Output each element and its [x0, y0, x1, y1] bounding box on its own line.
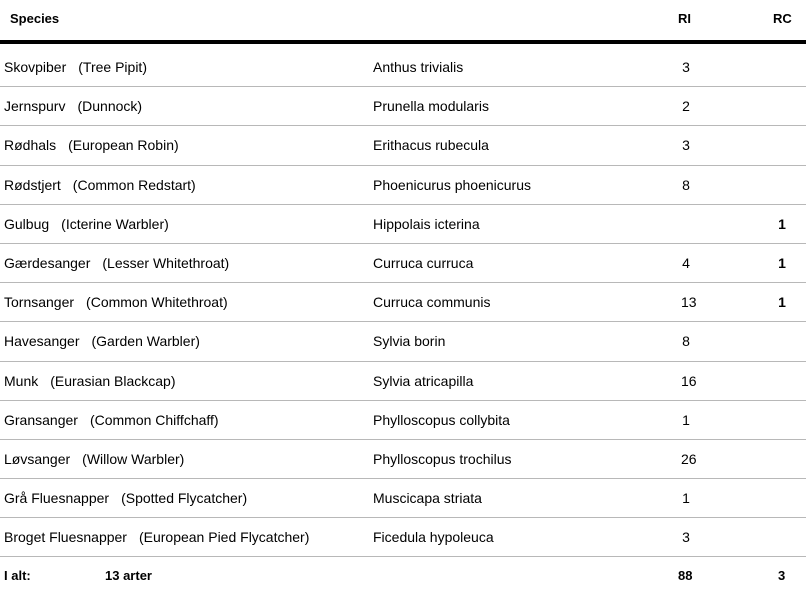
species-local-name: Broget Fluesnapper — [4, 529, 127, 546]
ri-value: 8 — [682, 176, 690, 193]
table-header — [0, 0, 806, 44]
species-latin-name: Phylloscopus trochilus — [373, 450, 512, 467]
total-ri: 88 — [678, 568, 693, 583]
table-row — [0, 205, 806, 244]
species-name — [4, 255, 229, 271]
species-latin-name: Ficedula hypoleuca — [373, 529, 494, 546]
ri-value: 13 — [681, 294, 697, 311]
species-name — [4, 59, 147, 75]
species-name — [4, 373, 176, 389]
species-local-name: Havesanger — [4, 333, 80, 350]
species-name — [4, 294, 228, 310]
species-latin-name: Anthus trivialis — [373, 59, 464, 75]
species-name — [4, 177, 196, 193]
ri-value: 4 — [682, 254, 690, 271]
species-latin-name: Sylvia borin — [373, 333, 446, 350]
rc-value: 1 — [778, 215, 786, 232]
species-latin-name: Hippolais icterina — [373, 215, 480, 232]
species-local-name: Jernspurv — [4, 98, 66, 115]
species-latin-name: Erithacus rubecula — [373, 137, 489, 154]
species-name — [4, 216, 169, 232]
species-latin-name: Curruca curruca — [373, 254, 474, 271]
ri-value: 1 — [682, 411, 690, 428]
ri-value: 16 — [681, 372, 697, 389]
table-body — [0, 48, 806, 557]
species-latin-name: Muscicapa striata — [373, 490, 482, 507]
header-species: Species — [10, 11, 60, 26]
table-row — [0, 244, 806, 283]
table-row — [0, 518, 806, 557]
species-local-name: Gærdesanger — [4, 254, 91, 271]
species-name — [4, 412, 219, 428]
species-latin-name: Prunella modularis — [373, 98, 489, 115]
table-row — [0, 401, 806, 440]
total-row — [0, 558, 806, 593]
species-common-name: (Common Redstart) — [72, 176, 196, 193]
rc-value: 1 — [778, 294, 786, 311]
species-latin-name: Phylloscopus collybita — [373, 411, 510, 428]
species-name — [4, 137, 179, 153]
table-row — [0, 322, 806, 361]
ri-value: 3 — [682, 529, 690, 546]
table-row — [0, 126, 806, 165]
species-common-name: (Garden Warbler) — [91, 333, 200, 350]
ri-value: 3 — [682, 59, 690, 75]
table-row — [0, 479, 806, 518]
species-common-name: (Dunnock) — [77, 98, 143, 115]
header-rc: RC — [773, 11, 792, 26]
species-local-name: Tornsanger — [4, 294, 75, 311]
species-latin-name: Sylvia atricapilla — [373, 372, 474, 389]
ri-value: 8 — [682, 333, 690, 350]
ri-value: 26 — [681, 450, 697, 467]
ri-value: 2 — [682, 98, 690, 115]
total-species-count: 13 arter — [105, 568, 152, 583]
table-row — [0, 48, 806, 87]
species-latin-name: Phoenicurus phoenicurus — [373, 176, 531, 193]
header-ri: RI — [678, 11, 691, 26]
species-local-name: Rødhals — [4, 137, 57, 154]
species-local-name: Løvsanger — [4, 450, 71, 467]
table-row — [0, 362, 806, 401]
ri-value: 1 — [682, 490, 690, 507]
species-local-name: Grå Fluesnapper — [4, 490, 110, 507]
table-row — [0, 87, 806, 126]
species-name — [4, 98, 142, 114]
table-row — [0, 440, 806, 479]
species-local-name: Rødstjert — [4, 176, 61, 193]
species-common-name: (Lesser Whitethroat) — [102, 254, 230, 271]
total-rc: 3 — [778, 568, 786, 583]
species-common-name: (European Pied Flycatcher) — [138, 529, 310, 546]
species-common-name: (European Robin) — [68, 137, 179, 154]
total-label: I alt: — [4, 568, 31, 583]
species-local-name: Skovpiber — [4, 59, 67, 75]
species-name — [4, 451, 184, 467]
species-local-name: Gransanger — [4, 411, 78, 428]
species-common-name: (Willow Warbler) — [82, 450, 185, 467]
species-common-name: (Spotted Flycatcher) — [121, 490, 248, 507]
species-name — [4, 529, 309, 545]
species-common-name: (Eurasian Blackcap) — [50, 372, 176, 389]
species-name — [4, 490, 247, 506]
table-row — [0, 283, 806, 322]
species-local-name: Munk — [4, 372, 39, 389]
species-common-name: (Icterine Warbler) — [61, 215, 169, 232]
species-latin-name: Curruca communis — [373, 294, 491, 311]
species-name — [4, 333, 200, 349]
rc-value: 1 — [778, 254, 786, 271]
species-common-name: (Tree Pipit) — [78, 59, 147, 75]
species-common-name: (Common Chiffchaff) — [89, 411, 219, 428]
species-local-name: Gulbug — [4, 215, 50, 232]
ri-value: 3 — [682, 137, 690, 154]
table-row — [0, 166, 806, 205]
species-common-name: (Common Whitethroat) — [86, 294, 228, 311]
